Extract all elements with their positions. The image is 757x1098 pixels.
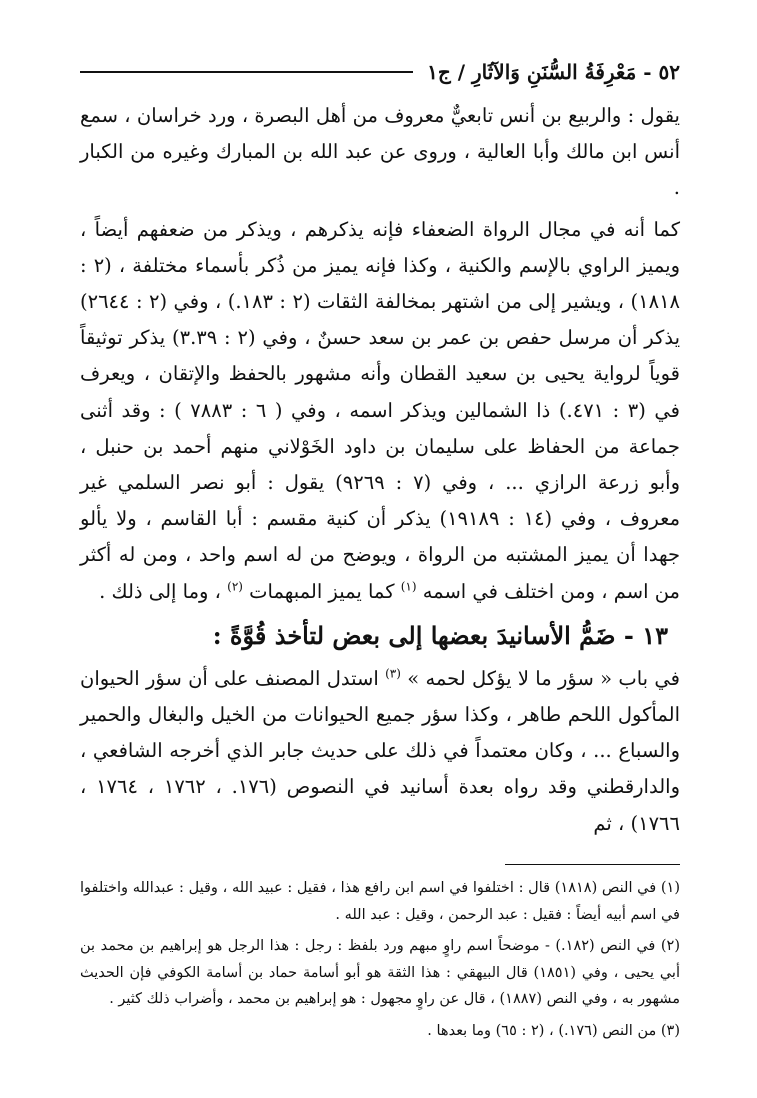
footnote-ref-2[interactable]: (٢) [227,579,243,594]
paragraph-2-end: ، وما إلى ذلك . [99,579,221,603]
footnote-1: (١) في النص (١٨١٨) قال : اختلفوا في اسم ابن رافع هذا ، فقيل : عبيد الله ، وقيل : عبدالله واختلفوا في اسم أبيه أيضاً : فقيل : عبد الرحمن ، وقيل : عبد الله . [80,880,680,923]
running-header [80,58,680,86]
footnote-ref-1[interactable]: (١) [400,579,417,594]
paragraph-2-text: كما أنه في مجال الرواة الضعفاء فإنه يذكرهم ، ويذكر من ضعفهم أيضاً ، ويميز الراوي بالإسم والكنية ، وكذا فإنه يميز من ذُكر بأسماء مختلفة ، (٢ : ١٨١٨) ، ويشير إلى من اشتهر بمخالفة الثقات (٢ : ١٨٣.) ، وفي (٢ : ٢٦٤٤) يذكر أن مرسل حفص بن عمر بن سعد حسنٌ ، وفي (٢ : ٣.٣٩) يذكر توثيقاً قوياً لرواية يحيى بن سعيد القطان وأنه مشهور بالحفظ والإتقان ، ويعرف في (٣ : ٤٧١.) ذا الشمالين ويذكر اسمه ، وفي ( ٦ : ٧٨٨٣ ) : وقد أثنى جماعة من الحفاظ على سليمان بن داود الخَوْلاني منهم أحمد بن حنبل ، وأبو زرعة الرازي ... ، وفي (٧ : ٩٢٦٩) يقول : أبو نصر السلمي غير معروف ، وفي (١٤ : ١٩١٨٩) يذكر أن كنية مقسم : أبا القاسم ، ولا يألو جهدا أن يميز المشتبه من الرواة ، ويوضح من له اسم واحد ، ومن له أكثر من اسم ، ومن اختلف في اسمه [80,217,681,603]
page-number-and-title: ٥٢ - مَعْرِفَةُ السُّنَنِ وَالآثَارِ / ج١ [427,60,680,84]
paragraph-1: يقول : والربيع بن أنس تابعيٌّ معروف من أهل البصرة ، ورد خراسان ، سمع أنس ابن مالك وأبا العالية ، وروى عن عبد الله بن المبارك وغيره من الكبار . [80,104,680,200]
footnote-2: (٢) في النص (١٨٢.) - موضحاً اسم راوٍ مبهم ورد بلفظ : رجل : هذا الرجل هو إبراهيم بن محمد بن أبي يحيى ، وفي (١٨٥١) قال البيهقي : هذا الثقة هو أبو أسامة حماد بن أسامة الكوفي فإن الحديث مشهور به ، وفي النص (١٨٨٧) ، قال عن راوٍ مجهول : هو إبراهيم بن محمد ، وأضراب ذلك كثير . [80,938,680,1008]
header-rule [80,71,413,73]
paragraph-2 [80,212,680,610]
footnote-separator [505,864,680,866]
footnote-3: (٣) من النص (١٧٦.) ، (٢ : ٦٥) وما بعدها . [427,1022,680,1039]
section-paragraph-start: في باب « سؤر ما لا يؤكل لحمه » [407,666,680,690]
footnote-ref-3[interactable]: (٣) [385,666,401,681]
section-paragraph [80,661,680,842]
footnotes [80,875,680,1044]
paragraph-2-continued: كما يميز المبهمات [249,579,395,603]
section-heading: ١٣ - ضَمُّ الأسانيدَ بعضها إلى بعض لتأخذ قُوَّةً : [212,620,668,650]
main-text [80,98,680,842]
section-paragraph-rest: استدل المصنف على أن سؤر الحيوان المأكول اللحم طاهر ، وكذا سؤر جميع الحيوانات من الخيل والبغال والحمير والسباع ... ، وكان معتمداً في ذلك على حديث جابر الذي أخرجه الشافعي ، والدارقطني وقد رواه بعدة أسانيد في النصوص (١٧٦. ، ١٧٦٢ ، ١٧٦٤ ، ١٧٦٦) ، ثم [80,666,680,835]
